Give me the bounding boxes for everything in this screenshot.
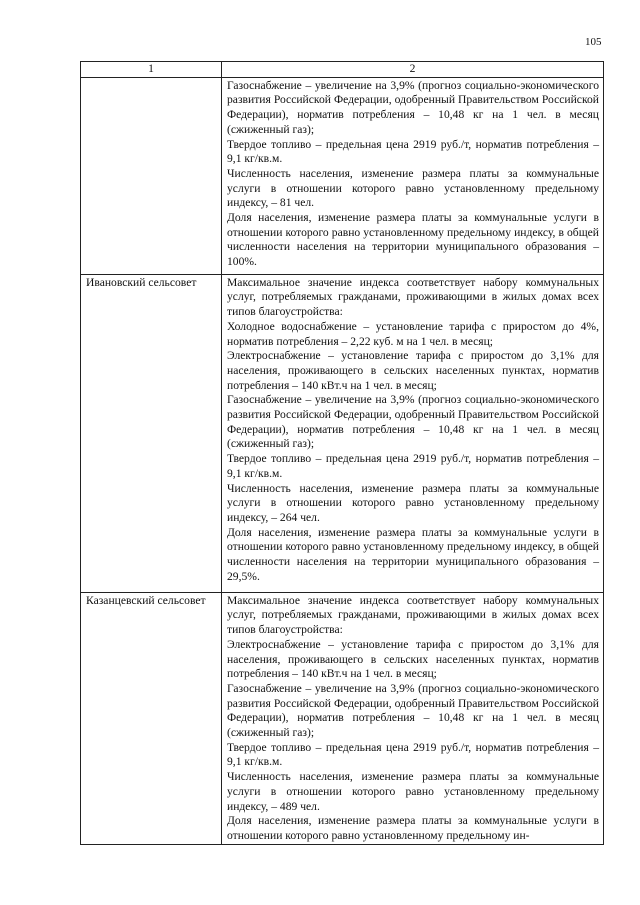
paragraph: Численность населения, изменение размера платы за коммунальные услуги в отношении которого равно установленному предельному индексу, – 264 чел. bbox=[227, 481, 599, 524]
paragraph: Газоснабжение – увеличение на 3,9% (прогноз социально-экономического развития Российской Федерации, одобренный Правительством Российской Федерации), норматив потребления – 10,48 кг на 1 чел. в месяц (сжиженный газ); bbox=[227, 393, 599, 451]
municipality-name: Казанцевский сельсовет bbox=[81, 592, 222, 844]
page-number: 105 bbox=[585, 36, 602, 48]
table-row bbox=[81, 592, 604, 844]
table-row bbox=[81, 77, 604, 274]
tariff-description bbox=[222, 592, 604, 844]
tariff-table bbox=[80, 61, 604, 845]
paragraph: Максимальное значение индекса соответствует набору коммунальных услуг, потребляемых гражданами, проживающими в жилых домах всех типов благоустройства: bbox=[227, 275, 599, 319]
paragraph: Численность населения, изменение размера платы за коммунальные услуги в отношении которого равно установленному предельному индексу, – 489 чел. bbox=[227, 770, 599, 813]
column-header-1: 1 bbox=[81, 62, 222, 78]
paragraph: Холодное водоснабжение – установление тарифа с приростом до 4%, норматив потребления – 2,22 куб. м на 1 чел. в месяц; bbox=[227, 319, 599, 348]
paragraph: Электроснабжение – установление тарифа с приростом до 3,1% для населения, проживающего в сельских населенных пунктах, норматив потребления – 140 кВт.ч на 1 чел. в месяц; bbox=[227, 349, 599, 392]
tariff-description bbox=[222, 77, 604, 274]
municipality-name: Ивановский сельсовет bbox=[81, 274, 222, 592]
paragraph: Твердое топливо – предельная цена 2919 руб./т, норматив потребления – 9,1 кг/кв.м. bbox=[227, 740, 599, 769]
table-header-row bbox=[81, 62, 604, 78]
paragraph: Максимальное значение индекса соответствует набору коммунальных услуг, потребляемых гражданами, проживающими в жилых домах всех типов благоустройства: bbox=[227, 593, 599, 637]
paragraph: Газоснабжение – увеличение на 3,9% (прогноз социально-экономического развития Российской Федерации, одобренный Правительством Российской Федерации), норматив потребления – 10,48 кг на 1 чел. в месяц (сжиженный газ); bbox=[227, 78, 599, 136]
paragraph: Твердое топливо – предельная цена 2919 руб./т, норматив потребления – 9,1 кг/кв.м. bbox=[227, 452, 599, 480]
paragraph: Доля населения, изменение размера платы за коммунальные услуги в отношении которого равно установленному предельному индексу, в общей численности населения на территории муниципального образования – 29,5%. bbox=[227, 525, 599, 583]
paragraph: Электроснабжение – установление тарифа с приростом до 3,1% для населения, проживающего в сельских населенных пунктах, норматив потребления – 140 кВт.ч на 1 чел. в месяц; bbox=[227, 637, 599, 681]
paragraph: Твердое топливо – предельная цена 2919 руб./т, норматив потребления – 9,1 кг/кв.м. bbox=[227, 137, 599, 166]
paragraph: Доля населения, изменение размера платы за коммунальные услуги в отношении которого равно установленному предельному ин- bbox=[227, 814, 599, 842]
column-header-2: 2 bbox=[222, 62, 604, 78]
tariff-description bbox=[222, 274, 604, 592]
paragraph: Газоснабжение – увеличение на 3,9% (прогноз социально-экономического развития Российской Федерации, одобренный Правительством Российской Федерации), норматив потребления – 10,48 кг на 1 чел. в месяц (сжиженный газ); bbox=[227, 681, 599, 740]
paragraph: Доля населения, изменение размера платы за коммунальные услуги в отношении которого равно установленному предельному индексу, в общей численности населения на территории муниципального образования – 100%. bbox=[227, 211, 599, 269]
table-row bbox=[81, 274, 604, 592]
paragraph: Численность населения, изменение размера платы за коммунальные услуги в отношении которого равно установленному предельному индексу, – 81 чел. bbox=[227, 166, 599, 210]
municipality-name bbox=[81, 77, 222, 274]
